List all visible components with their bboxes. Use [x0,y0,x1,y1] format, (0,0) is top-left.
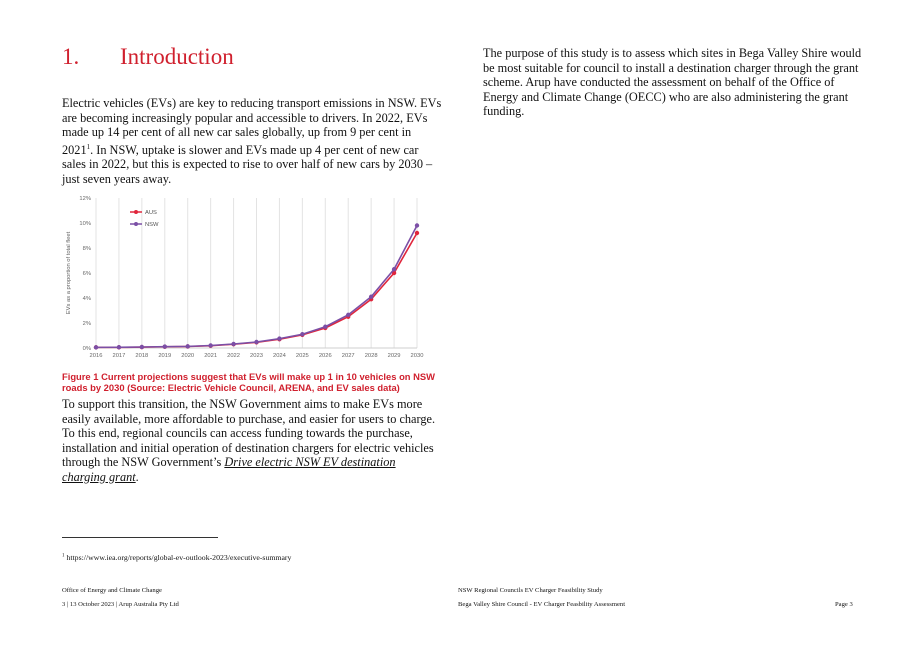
data-point-nsw [346,313,350,317]
intro-paragraph [62,96,442,187]
data-point-nsw [300,332,304,336]
footnote [62,553,291,562]
figure-caption: Figure 1 Current projections suggest that EVs will make up 1 in 10 vehicles on NSW roads by 2030 (Source: Electric Vehicle Council, ARENA, and EV sales data) [62,371,436,393]
data-point-nsw [323,325,327,329]
legend-marker-aus [134,210,138,214]
y-tick-label: 10% [79,221,91,227]
data-point-nsw [186,344,190,348]
x-tick-label: 2019 [158,353,172,359]
data-point-aus [415,231,419,235]
data-point-nsw [208,343,212,347]
y-tick-label: 12% [79,196,91,202]
data-point-nsw [140,345,144,349]
x-tick-label: 2030 [410,353,424,359]
footnote-divider [62,537,218,538]
support-paragraph [62,397,442,485]
x-tick-label: 2017 [112,353,126,359]
x-tick-label: 2023 [250,353,263,359]
x-tick-label: 2022 [227,353,241,359]
section-heading [62,44,234,70]
legend-label-nsw: NSW [145,222,159,228]
data-point-nsw [163,344,167,348]
purpose-paragraph: The purpose of this study is to assess which sites in Bega Valley Shire would be most suitable for council to install a destination charger through the grant scheme. Arup have conducted the assessment on behalf of the Office of Energy and Climate Change (OECC) who are also administering the grant funding. [483,46,862,119]
legend-label-aus: AUS [145,210,157,216]
footer-study-title: NSW Regional Councils EV Charger Feasibility Study [458,587,603,594]
y-tick-label: 8% [82,246,91,252]
footnote-number: 1 [62,553,65,559]
intro-text: Electric vehicles (EVs) are key to reducing transport emissions in NSW. EVs are becoming increasingly popular and accessible to drivers. In 2022, EVs made up 14 per cent of all new car sales globally, up from 9 per cent in 2021 [62,96,442,157]
x-tick-label: 2024 [272,353,286,359]
x-tick-label: 2027 [341,353,355,359]
data-point-nsw [94,345,98,349]
x-tick-label: 2026 [318,353,332,359]
data-point-nsw [231,342,235,346]
data-point-nsw [277,336,281,340]
grant-link[interactable]: Drive electric NSW EV destination charging grant [62,455,396,484]
page-number: Page 3 [835,601,853,608]
footer-report-title: Bega Valley Shire Council - EV Charger Feasbility Assessment [458,601,626,608]
footnote-ref[interactable]: 1 [86,142,91,151]
section-title: Introduction [120,44,234,69]
x-tick-label: 2028 [364,353,378,359]
ev-projection-chart [62,190,432,365]
y-tick-label: 0% [82,346,91,352]
y-tick-label: 4% [82,296,91,302]
legend-marker-nsw [134,222,138,226]
intro-text-cont: . In NSW, uptake is slower and EVs made up 4 per cent of new car sales in 2022, but this is expected to rise to over half of new cars by 2030 – just seven years away. [62,142,433,187]
x-tick-label: 2021 [204,353,218,359]
section-number: 1. [62,44,80,69]
footnote-url[interactable]: https://www.iea.org/reports/global-ev-outlook-2023/executive-summary [66,553,292,562]
footer-org: Office of Energy and Climate Change [62,587,162,594]
data-point-nsw [415,223,419,227]
data-point-nsw [117,345,121,349]
x-tick-label: 2029 [387,353,401,359]
data-point-nsw [369,295,373,299]
footer-date: 3 | 13 October 2023 | Arup Australia Pty Ltd [62,601,179,608]
y-axis-label: EVs as a proportion of total fleet [66,231,72,315]
support-text: To support this transition, the NSW Government aims to make EVs more easily available, more affordable to purchase, and easier for users to charge. To this end, regional councils can access funding towards the purchase, installation and initial operation of destination chargers for electric vehicles through the NSW Government’s [62,397,436,470]
y-tick-label: 2% [82,321,91,327]
y-tick-label: 6% [82,271,91,277]
x-tick-label: 2020 [181,353,195,359]
data-point-nsw [392,267,396,271]
data-point-nsw [254,340,258,344]
support-end: . [135,469,139,484]
x-tick-label: 2016 [89,353,103,359]
x-tick-label: 2018 [135,353,149,359]
x-tick-label: 2025 [295,353,309,359]
